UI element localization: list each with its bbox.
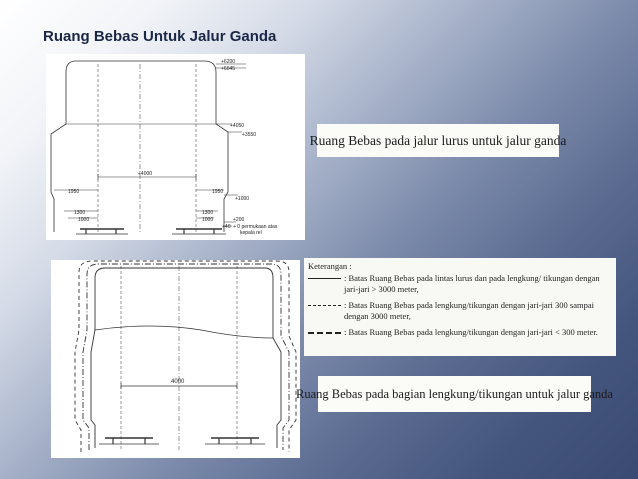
caption-curve	[296, 376, 613, 412]
legend-title: Keterangan :	[308, 261, 352, 271]
label-left-1000: 1000	[78, 217, 90, 223]
label-left-1300: 1300	[74, 210, 86, 216]
line-dashed-icon	[308, 332, 341, 334]
caption-straight-text: Ruang Bebas pada jalur lurus untuk jalur ganda	[309, 132, 567, 148]
slide-title: Ruang Bebas Untuk Jalur Ganda	[43, 28, 277, 45]
label-left-lower: 1950	[68, 189, 80, 195]
label-mid2: +3550	[242, 132, 257, 138]
label-plus40: +40	[222, 224, 231, 230]
label-mid1: +4050	[230, 123, 245, 129]
legend-item-text: : Batas Ruang Bebas pada lengkung/tikungan dengan jari-jari < 300 meter.	[344, 327, 598, 337]
legend-item-text: : Batas Ruang Bebas pada lintas lurus dan pada lengkung/ tikungan dengan jari-jari > 3000 meter,	[344, 273, 600, 294]
label-right-1300: 1300	[202, 210, 214, 216]
label-curve-width: 4000	[171, 379, 185, 385]
label-rail-note-1: + 0 permukaan atas	[233, 224, 278, 230]
label-top2: +6045	[221, 66, 236, 72]
label-width: +4000	[138, 171, 153, 177]
legend	[304, 258, 616, 356]
label-right-1000: 1000	[202, 217, 214, 223]
label-right-lower: 1950	[212, 189, 224, 195]
line-dash-dot-icon	[308, 305, 341, 306]
legend-item-text: : Batas Ruang Bebas pada lengkung/tikungan dengan jari-jari 300 sampai dengan 3000 meter,	[344, 300, 594, 321]
diagram-straight-track	[46, 54, 305, 240]
diagram-curve-track	[51, 260, 300, 458]
label-plus200: +200	[233, 217, 245, 223]
caption-curve-text: Ruang Bebas pada bagian lengkung/tikungan untuk jalur ganda	[296, 386, 613, 401]
line-solid-icon	[308, 278, 341, 279]
label-rail-note-2: kepala rel	[240, 230, 262, 236]
label-top1: +6200	[221, 59, 236, 65]
label-right-base: +1000	[235, 196, 250, 202]
caption-straight	[309, 124, 567, 157]
